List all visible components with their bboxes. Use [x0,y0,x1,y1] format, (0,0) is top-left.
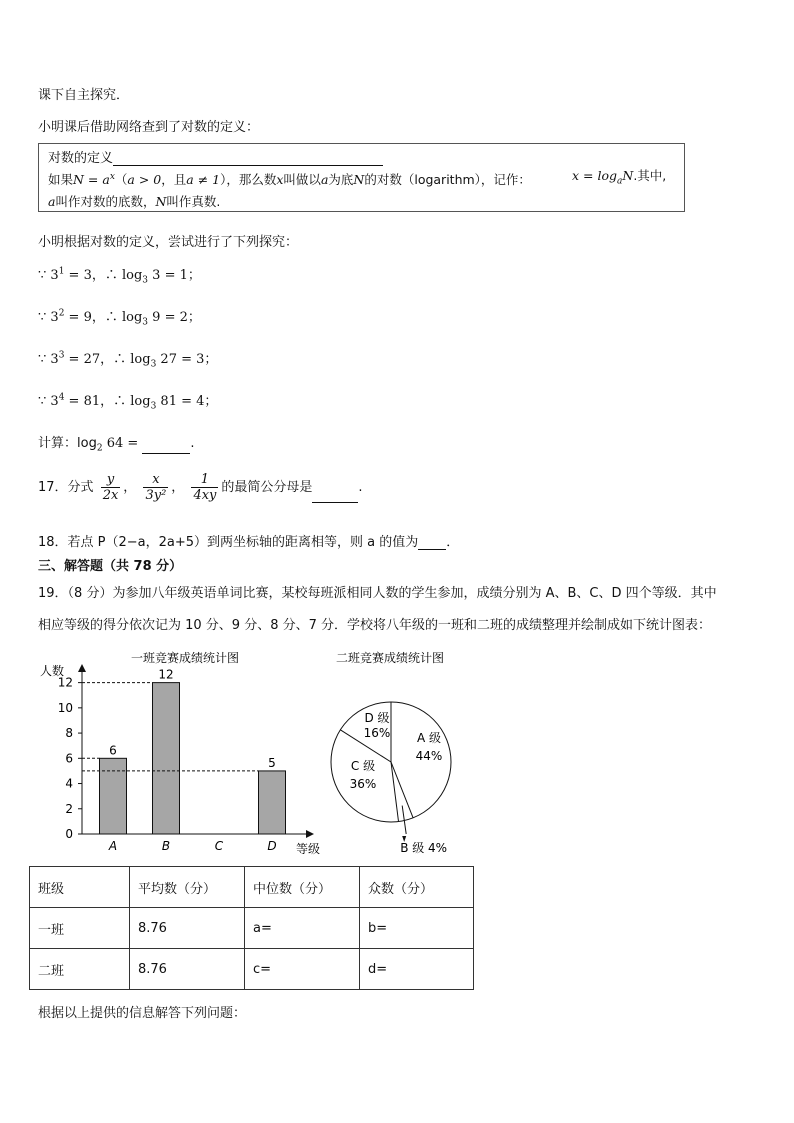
formula-sub: a [617,176,623,187]
q17-comma-1: ， [123,480,137,495]
step1-eq: = 3，∴ log [64,268,143,283]
step2-exp: 2 [58,308,65,319]
formula-log: x = log [572,168,617,183]
pie-slice-label: A 级 [416,731,442,745]
definition-row-2 [48,192,220,210]
step4-because: ∵ 3 [38,394,59,409]
exploration-step-2 [38,306,201,328]
formula-n: N [622,168,634,183]
def-exp: x [109,171,115,182]
bar-chart-title: 一班竞赛成绩统计图 [130,651,240,665]
intro-line-1: 课下自主探究． [38,88,130,103]
formula-end: .其中, [633,168,667,183]
q17-f3-num: 1 [200,472,210,487]
step4-exp: 4 [58,392,65,403]
q18-text: 18．若点 P（2−a，2a+5）到两坐标轴的距离相等，则 a 的值为 [38,535,419,550]
def2-n: N [155,194,167,209]
exploration-step-4 [38,390,217,412]
def2-text1: 叫作对数的底数， [55,194,156,209]
pie-slice-pct: 36% [349,777,377,791]
def-mid: ），那么数 [220,172,277,187]
q17-f3-den: 4xy [193,488,217,503]
def-open: （ [114,172,128,187]
pie-chart-title: 二班竞赛成绩统计图 [335,651,445,665]
step2-because: ∵ 3 [38,310,59,325]
definition-title [48,147,383,166]
table-header-cell: 平均数（分） [130,867,245,908]
pie-slice-label: B 级 4% [400,841,448,855]
step1-exp: 1 [58,266,65,277]
compute-line [38,432,195,454]
step1-sub: 3 [142,275,149,286]
table-cell[interactable]: c= [245,949,360,990]
section-3-heading: 三、解答题（共 78 分） [38,559,183,574]
compute-label: 计算：log [38,436,97,451]
bar-chart-xlabel: 等级 [296,842,321,856]
step3-because: ∵ 3 [38,352,59,367]
y-axis-arrow [78,664,86,672]
q17-comma-2: ， [171,480,185,495]
y-tick-label: 2 [65,801,73,816]
def2-text2: 叫作真数. [166,194,221,209]
footer-text: 根据以上提供的信息解答下列问题： [38,1006,247,1021]
title-underline [113,151,383,166]
table-cell: 8.76 [130,949,245,990]
q17-fraction-3 [191,472,218,503]
step3-sub: 3 [150,359,157,370]
q18-answer-blank[interactable] [418,535,446,550]
table-cell[interactable]: d= [360,949,474,990]
table-header-cell: 中位数（分） [245,867,360,908]
x-tick-label: C [214,839,224,853]
pie-chart [325,645,475,855]
q17-f1-num: y [106,472,115,487]
step4-sub: 3 [150,401,157,412]
data-label: 5 [268,755,276,770]
def-mid2: 叫做以 [283,172,321,187]
table-cell[interactable]: a= [245,908,360,949]
exploration-heading: 小明根据对数的定义，尝试进行了下列探究： [38,235,299,250]
q17-end: . [358,480,363,495]
bar-marks-group [58,664,314,853]
step3-rest: 27 = 3； [156,352,218,367]
bar [153,683,180,834]
q17-fraction-2 [143,472,168,503]
intro-line-2: 小明课后借助网络查到了对数的定义： [38,120,260,135]
step3-eq: = 27，∴ log [64,352,151,367]
def-mid3: 为底 [328,172,354,187]
pie-marks-group [331,702,451,855]
table-row [30,908,474,949]
q19-line-1: 19．（8 分）为参加八年级英语单词比赛，某校每班派相同人数的学生参加，成绩分别为 A、B、C、D 四个等级．其中 [38,586,717,601]
table-header-cell: 班级 [30,867,130,908]
data-label: 12 [158,667,174,682]
table-cell: 一班 [30,908,130,949]
x-tick-label: A [108,839,118,853]
table-cell[interactable]: b= [360,908,474,949]
y-tick-label: 12 [57,675,73,690]
q17-f1-den: 2x [102,488,119,503]
compute-rest: 64 = [102,436,143,451]
def-prefix: 如果 [48,172,74,187]
q17-suffix: 的最简公分母是 [221,480,313,495]
pie-slice-label: D 级 [364,711,390,725]
table-header-cell: 众数（分） [360,867,474,908]
question-17 [38,472,363,503]
definition-box [38,143,685,212]
compute-sub: 2 [96,443,103,454]
q17-f2-den: 3y² [145,488,167,503]
definition-row-1 [48,170,531,188]
def-x: x [276,172,284,187]
def-a: a [320,172,329,187]
exploration-step-1 [38,264,201,286]
y-tick-label: 8 [65,726,73,741]
step2-rest: 9 = 2； [148,310,201,325]
step3-exp: 3 [58,350,65,361]
step4-eq: = 81，∴ log [64,394,151,409]
stats-table [29,866,474,990]
compute-end: . [190,436,195,451]
def2-a: a [48,194,56,209]
q18-end: ． [446,535,460,550]
step1-because: ∵ 3 [38,268,59,283]
q17-fraction-1 [101,472,121,503]
step4-rest: 81 = 4； [156,394,218,409]
def-mid4: 的对数（logarithm），记作： [364,172,531,187]
x-axis-arrow [306,830,314,838]
bar [259,771,286,834]
exploration-step-3 [38,348,217,370]
definition-title-text: 对数的定义 [48,151,114,166]
y-tick-label: 0 [65,827,73,841]
def-sep: ，且 [161,172,187,187]
y-tick-label: 10 [57,700,73,715]
step1-rest: 3 = 1； [148,268,201,283]
table-header-row [30,867,474,908]
table-cell: 8.76 [130,908,245,949]
pie-slice-label: C 级 [350,759,376,773]
q19-line-2: 相应等级的得分依次记为 10 分、9 分、8 分、7 分．学校将八年级的一班和二班的成绩整理并绘制成如下统计图表： [38,618,712,633]
bar-chart-ylabel: 人数 [40,664,65,678]
table-cell: 二班 [30,949,130,990]
def-n: N [353,172,365,187]
data-label: 6 [109,743,117,758]
bar [100,758,127,834]
step2-sub: 3 [142,317,149,328]
q17-prefix: 17．分式 [38,480,94,495]
q17-answer-blank[interactable] [312,488,358,503]
question-18 [38,531,459,550]
table-row [30,949,474,990]
y-tick-label: 6 [65,751,73,766]
def-cond2: a ≠ 1 [186,172,221,187]
y-tick-label: 4 [65,776,73,791]
def-eq: N = a [73,172,110,187]
bar-chart [30,645,330,860]
def-cond1: a > 0 [127,172,162,187]
pie-slice-pct: 44% [415,749,443,763]
q17-f2-num: x [152,472,160,487]
step2-eq: = 9，∴ log [64,310,143,325]
compute-answer-blank[interactable] [142,439,190,454]
x-tick-label: B [161,839,171,853]
pie-slice-pct: 16% [363,726,391,740]
definition-formula [572,166,666,187]
x-tick-label: D [267,839,277,853]
